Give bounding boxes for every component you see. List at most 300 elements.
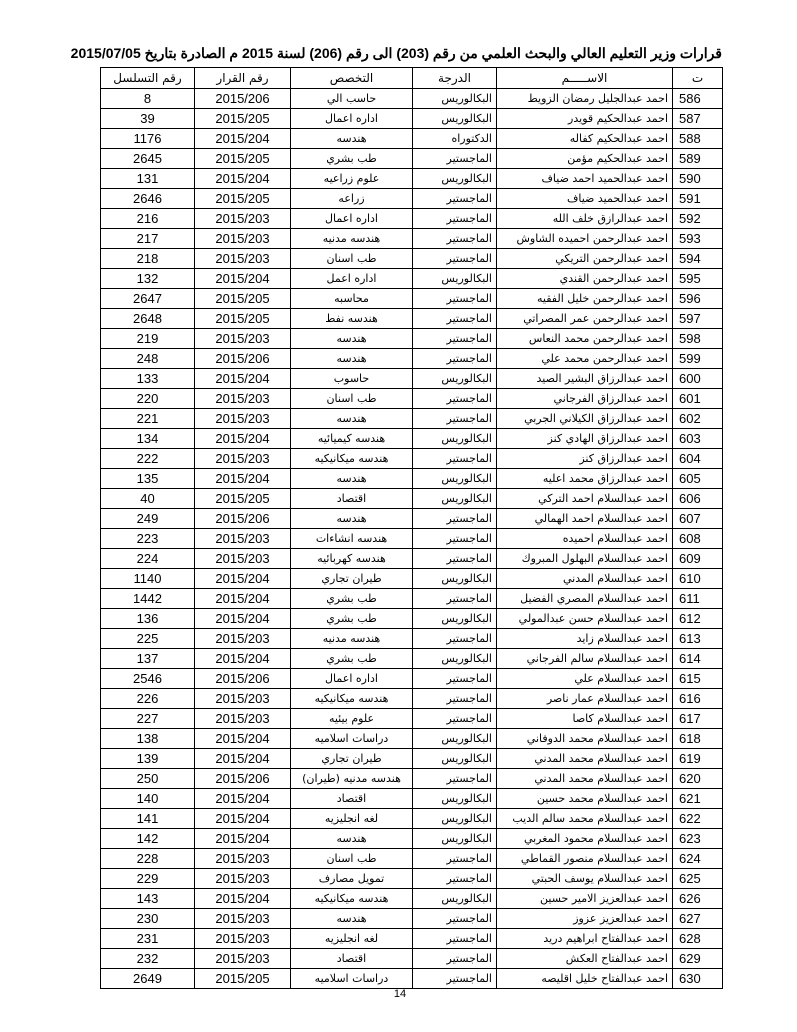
- row-name: احمد عبدالسلام كاصا: [497, 709, 673, 729]
- table-row: [101, 549, 723, 569]
- row-degree: الماجستير: [413, 229, 497, 249]
- row-degree: الماجستير: [413, 969, 497, 989]
- row-name: احمد عبدالعزيز الامير حسين: [497, 889, 673, 909]
- row-degree: الماجستير: [413, 849, 497, 869]
- row-name: احمد عبدالرحمن محمد النعاس: [497, 329, 673, 349]
- row-number: 595: [673, 269, 723, 289]
- row-serial-number: 230: [101, 909, 195, 929]
- row-decision-number: 2015/204: [195, 129, 291, 149]
- table-row: [101, 629, 723, 649]
- row-degree: البكالوريس: [413, 109, 497, 129]
- row-decision-number: 2015/206: [195, 349, 291, 369]
- row-name: احمد عبدالرزاق الكيلاني الجربي: [497, 409, 673, 429]
- table-row: [101, 329, 723, 349]
- row-specialty: حاسب الي: [291, 89, 413, 109]
- row-serial-number: 143: [101, 889, 195, 909]
- table-row: [101, 749, 723, 769]
- row-number: 614: [673, 649, 723, 669]
- row-decision-number: 2015/205: [195, 149, 291, 169]
- row-decision-number: 2015/203: [195, 229, 291, 249]
- row-name: احمد عبدالرحمن احميده الشاوش: [497, 229, 673, 249]
- row-degree: الماجستير: [413, 589, 497, 609]
- row-decision-number: 2015/205: [195, 969, 291, 989]
- row-degree: الماجستير: [413, 509, 497, 529]
- row-specialty: هندسه كهربائيه: [291, 549, 413, 569]
- row-specialty: طب بشري: [291, 589, 413, 609]
- table-row: [101, 269, 723, 289]
- row-number: 616: [673, 689, 723, 709]
- row-specialty: هندسه: [291, 909, 413, 929]
- row-name: احمد عبدالسلام احمد التركي: [497, 489, 673, 509]
- row-number: 610: [673, 569, 723, 589]
- table-row: [101, 869, 723, 889]
- row-serial-number: 227: [101, 709, 195, 729]
- row-specialty: علوم زراعيه: [291, 169, 413, 189]
- row-specialty: اقتصاد: [291, 789, 413, 809]
- table-row: [101, 949, 723, 969]
- row-specialty: هندسه كيميائيه: [291, 429, 413, 449]
- row-name: احمد عبدالرحمن خليل الفقيه: [497, 289, 673, 309]
- row-name: احمد عبدالسلام زايد: [497, 629, 673, 649]
- table-row: [101, 489, 723, 509]
- row-name: احمد عبدالحميد ضياف: [497, 189, 673, 209]
- row-degree: الماجستير: [413, 209, 497, 229]
- row-number: 618: [673, 729, 723, 749]
- row-decision-number: 2015/203: [195, 629, 291, 649]
- table-row: [101, 129, 723, 149]
- row-specialty: طب بشري: [291, 649, 413, 669]
- row-decision-number: 2015/203: [195, 949, 291, 969]
- row-degree: البكالوريس: [413, 889, 497, 909]
- row-serial-number: 223: [101, 529, 195, 549]
- row-number: 588: [673, 129, 723, 149]
- row-name: احمد عبدالعزيز عزوز: [497, 909, 673, 929]
- row-serial-number: 1140: [101, 569, 195, 589]
- row-number: 605: [673, 469, 723, 489]
- row-number: 604: [673, 449, 723, 469]
- row-degree: البكالوريس: [413, 89, 497, 109]
- table-row: [101, 309, 723, 329]
- row-name: احمد عبدالرازق خلف الله: [497, 209, 673, 229]
- row-decision-number: 2015/204: [195, 649, 291, 669]
- row-specialty: هندسه نفط: [291, 309, 413, 329]
- table-row: [101, 109, 723, 129]
- row-decision-number: 2015/204: [195, 469, 291, 489]
- row-degree: الماجستير: [413, 249, 497, 269]
- row-name: احمد عبدالسلام المدني: [497, 569, 673, 589]
- row-specialty: هندسه: [291, 469, 413, 489]
- row-number: 613: [673, 629, 723, 649]
- row-decision-number: 2015/204: [195, 609, 291, 629]
- row-name: احمد عبدالرحمن القندي: [497, 269, 673, 289]
- header-no: ت: [673, 68, 723, 89]
- row-serial-number: 2645: [101, 149, 195, 169]
- row-serial-number: 135: [101, 469, 195, 489]
- table-header-row: [101, 68, 723, 89]
- row-degree: البكالوريس: [413, 169, 497, 189]
- row-decision-number: 2015/203: [195, 529, 291, 549]
- row-degree: البكالوريس: [413, 369, 497, 389]
- row-decision-number: 2015/203: [195, 389, 291, 409]
- table-row: [101, 829, 723, 849]
- row-decision-number: 2015/204: [195, 789, 291, 809]
- row-specialty: اداره اعمال: [291, 669, 413, 689]
- row-decision-number: 2015/204: [195, 269, 291, 289]
- row-degree: البكالوريس: [413, 649, 497, 669]
- row-serial-number: 134: [101, 429, 195, 449]
- row-serial-number: 222: [101, 449, 195, 469]
- table-row: [101, 289, 723, 309]
- row-serial-number: 224: [101, 549, 195, 569]
- row-degree: الماجستير: [413, 389, 497, 409]
- table-row: [101, 209, 723, 229]
- row-specialty: دراسات اسلاميه: [291, 969, 413, 989]
- row-serial-number: 217: [101, 229, 195, 249]
- row-name: احمد عبدالرزاق الهادي كنز: [497, 429, 673, 449]
- row-degree: الماجستير: [413, 349, 497, 369]
- row-number: 606: [673, 489, 723, 509]
- table-row: [101, 229, 723, 249]
- header-serial: رقم التسلسل: [101, 68, 195, 89]
- row-specialty: طيران تجاري: [291, 749, 413, 769]
- row-serial-number: 216: [101, 209, 195, 229]
- row-serial-number: 1442: [101, 589, 195, 609]
- row-degree: الدكتوراه: [413, 129, 497, 149]
- row-name: احمد عبدالسلام علي: [497, 669, 673, 689]
- table-row: [101, 609, 723, 629]
- row-serial-number: 229: [101, 869, 195, 889]
- row-degree: الماجستير: [413, 189, 497, 209]
- row-decision-number: 2015/206: [195, 769, 291, 789]
- row-degree: الماجستير: [413, 929, 497, 949]
- row-specialty: اداره اعمل: [291, 269, 413, 289]
- row-number: 615: [673, 669, 723, 689]
- row-serial-number: 228: [101, 849, 195, 869]
- row-specialty: اقتصاد: [291, 949, 413, 969]
- row-name: احمد عبدالسلام المصري الفضيل: [497, 589, 673, 609]
- row-degree: البكالوريس: [413, 489, 497, 509]
- row-serial-number: 138: [101, 729, 195, 749]
- table-row: [101, 429, 723, 449]
- row-degree: الماجستير: [413, 409, 497, 429]
- row-number: 596: [673, 289, 723, 309]
- row-decision-number: 2015/204: [195, 589, 291, 609]
- row-number: 594: [673, 249, 723, 269]
- row-degree: الماجستير: [413, 529, 497, 549]
- row-degree: الماجستير: [413, 309, 497, 329]
- header-specialty: التخصص: [291, 68, 413, 89]
- row-decision-number: 2015/204: [195, 429, 291, 449]
- table-row: [101, 529, 723, 549]
- row-name: احمد عبدالسلام البهلول المبروك: [497, 549, 673, 569]
- row-number: 599: [673, 349, 723, 369]
- row-serial-number: 219: [101, 329, 195, 349]
- header-name: الاســـــم: [497, 68, 673, 89]
- table-row: [101, 249, 723, 269]
- table-body: [101, 89, 723, 989]
- row-decision-number: 2015/205: [195, 309, 291, 329]
- row-specialty: طب بشري: [291, 149, 413, 169]
- row-decision-number: 2015/204: [195, 169, 291, 189]
- row-name: احمد عبدالسلام محمود المغربي: [497, 829, 673, 849]
- row-number: 612: [673, 609, 723, 629]
- row-serial-number: 141: [101, 809, 195, 829]
- table-row: [101, 89, 723, 109]
- row-degree: البكالوريس: [413, 749, 497, 769]
- row-name: احمد عبدالسلام حسن عبدالمولي: [497, 609, 673, 629]
- row-serial-number: 131: [101, 169, 195, 189]
- row-decision-number: 2015/203: [195, 409, 291, 429]
- row-number: 597: [673, 309, 723, 329]
- table-row: [101, 729, 723, 749]
- row-number: 625: [673, 869, 723, 889]
- table-row: [101, 889, 723, 909]
- row-name: احمد عبدالجليل رمضان الزويط: [497, 89, 673, 109]
- row-number: 611: [673, 589, 723, 609]
- row-degree: البكالوريس: [413, 609, 497, 629]
- table-row: [101, 409, 723, 429]
- row-serial-number: 218: [101, 249, 195, 269]
- table-row: [101, 169, 723, 189]
- row-name: احمد عبدالسلام محمد سالم الديب: [497, 809, 673, 829]
- row-serial-number: 250: [101, 769, 195, 789]
- row-specialty: هندسه: [291, 349, 413, 369]
- row-number: 591: [673, 189, 723, 209]
- row-degree: البكالوريس: [413, 729, 497, 749]
- row-decision-number: 2015/205: [195, 189, 291, 209]
- row-specialty: طب اسنان: [291, 249, 413, 269]
- row-name: احمد عبدالسلام منصور القماطي: [497, 849, 673, 869]
- row-number: 608: [673, 529, 723, 549]
- row-specialty: طيران تجاري: [291, 569, 413, 589]
- row-decision-number: 2015/204: [195, 569, 291, 589]
- row-specialty: طب اسنان: [291, 849, 413, 869]
- row-decision-number: 2015/205: [195, 289, 291, 309]
- row-name: احمد عبدالسلام احمد الهمالي: [497, 509, 673, 529]
- row-serial-number: 40: [101, 489, 195, 509]
- row-name: احمد عبدالرزاق البشير الصيد: [497, 369, 673, 389]
- table-row: [101, 149, 723, 169]
- row-decision-number: 2015/203: [195, 209, 291, 229]
- row-serial-number: 133: [101, 369, 195, 389]
- header-decision: رقم القرار: [195, 68, 291, 89]
- row-specialty: هندسه مدنيه: [291, 229, 413, 249]
- row-degree: الماجستير: [413, 769, 497, 789]
- row-number: 620: [673, 769, 723, 789]
- row-number: 623: [673, 829, 723, 849]
- row-specialty: تمويل مصارف: [291, 869, 413, 889]
- row-degree: الماجستير: [413, 909, 497, 929]
- table-row: [101, 669, 723, 689]
- document-title: قرارات وزير التعليم العالي والبحث العلمي من رقم (203) الى رقم (206) لسنة 2015 م الصادرة بتاريخ 2015/07/05: [70, 45, 722, 61]
- page-number: 14: [393, 988, 407, 1000]
- row-specialty: طب اسنان: [291, 389, 413, 409]
- row-number: 621: [673, 789, 723, 809]
- row-specialty: هندسه: [291, 129, 413, 149]
- table-row: [101, 589, 723, 609]
- row-degree: البكالوريس: [413, 829, 497, 849]
- row-number: 589: [673, 149, 723, 169]
- row-number: 598: [673, 329, 723, 349]
- row-number: 619: [673, 749, 723, 769]
- table-row: [101, 809, 723, 829]
- table-row: [101, 689, 723, 709]
- row-serial-number: 249: [101, 509, 195, 529]
- table-row: [101, 389, 723, 409]
- row-serial-number: 139: [101, 749, 195, 769]
- row-specialty: هندسه مدنيه: [291, 629, 413, 649]
- row-degree: البكالوريس: [413, 809, 497, 829]
- row-specialty: اداره اعمال: [291, 209, 413, 229]
- header-degree: الدرجة: [413, 68, 497, 89]
- row-name: احمد عبدالرزاق محمد اعليه: [497, 469, 673, 489]
- row-number: 622: [673, 809, 723, 829]
- row-serial-number: 220: [101, 389, 195, 409]
- row-name: احمد عبدالسلام سالم الفرجاني: [497, 649, 673, 669]
- row-decision-number: 2015/203: [195, 689, 291, 709]
- decisions-table: [100, 67, 723, 989]
- row-decision-number: 2015/205: [195, 109, 291, 129]
- row-degree: الماجستير: [413, 549, 497, 569]
- row-specialty: علوم بيئيه: [291, 709, 413, 729]
- row-name: احمد عبدالسلام محمد المدني: [497, 769, 673, 789]
- row-name: احمد عبدالحكيم كفاله: [497, 129, 673, 149]
- row-specialty: اقتصاد: [291, 489, 413, 509]
- row-decision-number: 2015/203: [195, 849, 291, 869]
- row-number: 586: [673, 89, 723, 109]
- row-name: احمد عبدالرحمن محمد علي: [497, 349, 673, 369]
- row-decision-number: 2015/203: [195, 329, 291, 349]
- row-decision-number: 2015/203: [195, 929, 291, 949]
- row-name: احمد عبدالرزاق الفرجاني: [497, 389, 673, 409]
- row-serial-number: 136: [101, 609, 195, 629]
- row-degree: الماجستير: [413, 629, 497, 649]
- row-name: احمد عبدالسلام عمار ناصر: [497, 689, 673, 709]
- row-specialty: لغه انجليزيه: [291, 809, 413, 829]
- row-decision-number: 2015/203: [195, 249, 291, 269]
- row-specialty: هندسه ميكانيكيه: [291, 689, 413, 709]
- row-serial-number: 2649: [101, 969, 195, 989]
- row-name: احمد عبدالرحمن عمر المصراتي: [497, 309, 673, 329]
- table-row: [101, 469, 723, 489]
- row-specialty: محاسبه: [291, 289, 413, 309]
- row-serial-number: 231: [101, 929, 195, 949]
- row-decision-number: 2015/206: [195, 669, 291, 689]
- row-number: 624: [673, 849, 723, 869]
- row-name: احمد عبدالسلام احميده: [497, 529, 673, 549]
- table-row: [101, 649, 723, 669]
- row-number: 587: [673, 109, 723, 129]
- row-name: احمد عبدالسلام محمد حسين: [497, 789, 673, 809]
- table-row: [101, 189, 723, 209]
- row-serial-number: 2546: [101, 669, 195, 689]
- row-serial-number: 132: [101, 269, 195, 289]
- row-serial-number: 39: [101, 109, 195, 129]
- row-specialty: طب بشري: [291, 609, 413, 629]
- row-serial-number: 221: [101, 409, 195, 429]
- table-row: [101, 509, 723, 529]
- table-row: [101, 369, 723, 389]
- row-decision-number: 2015/204: [195, 369, 291, 389]
- row-specialty: دراسات اسلاميه: [291, 729, 413, 749]
- row-decision-number: 2015/203: [195, 549, 291, 569]
- table-row: [101, 449, 723, 469]
- row-name: احمد عبدالحكيم قويدر: [497, 109, 673, 129]
- row-degree: البكالوريس: [413, 469, 497, 489]
- row-specialty: هندسه: [291, 829, 413, 849]
- table-row: [101, 789, 723, 809]
- row-degree: الماجستير: [413, 869, 497, 889]
- row-degree: البكالوريس: [413, 429, 497, 449]
- table-row: [101, 569, 723, 589]
- row-serial-number: 137: [101, 649, 195, 669]
- row-serial-number: 2646: [101, 189, 195, 209]
- row-degree: الماجستير: [413, 669, 497, 689]
- row-number: 628: [673, 929, 723, 949]
- row-name: احمد عبدالسلام محمد الدوفاني: [497, 729, 673, 749]
- row-decision-number: 2015/203: [195, 869, 291, 889]
- row-serial-number: 2648: [101, 309, 195, 329]
- row-serial-number: 225: [101, 629, 195, 649]
- row-name: احمد عبدالحكيم مؤمن: [497, 149, 673, 169]
- row-decision-number: 2015/203: [195, 709, 291, 729]
- row-specialty: هندسه: [291, 329, 413, 349]
- row-number: 603: [673, 429, 723, 449]
- row-degree: الماجستير: [413, 689, 497, 709]
- row-serial-number: 2647: [101, 289, 195, 309]
- row-number: 600: [673, 369, 723, 389]
- row-specialty: هندسه: [291, 409, 413, 429]
- row-number: 630: [673, 969, 723, 989]
- row-degree: الماجستير: [413, 329, 497, 349]
- table-row: [101, 849, 723, 869]
- row-degree: البكالوريس: [413, 789, 497, 809]
- row-specialty: اداره اعمال: [291, 109, 413, 129]
- row-number: 607: [673, 509, 723, 529]
- row-serial-number: 142: [101, 829, 195, 849]
- row-number: 626: [673, 889, 723, 909]
- row-decision-number: 2015/206: [195, 89, 291, 109]
- row-serial-number: 232: [101, 949, 195, 969]
- row-decision-number: 2015/203: [195, 909, 291, 929]
- row-specialty: هندسه ميكانيكيه: [291, 889, 413, 909]
- row-name: احمد عبدالسلام يوسف الحبتي: [497, 869, 673, 889]
- row-name: احمد عبدالرزاق كنز: [497, 449, 673, 469]
- row-name: احمد عبدالفتاح العكش: [497, 949, 673, 969]
- row-specialty: زراعه: [291, 189, 413, 209]
- row-name: احمد عبدالفتاح خليل اقليصه: [497, 969, 673, 989]
- row-number: 617: [673, 709, 723, 729]
- row-decision-number: 2015/204: [195, 889, 291, 909]
- row-specialty: حاسوب: [291, 369, 413, 389]
- table-row: [101, 769, 723, 789]
- row-name: احمد عبدالسلام محمد المدني: [497, 749, 673, 769]
- row-decision-number: 2015/205: [195, 489, 291, 509]
- row-specialty: هندسه: [291, 509, 413, 529]
- table-row: [101, 349, 723, 369]
- row-name: احمد عبدالفتاح ابراهيم دريد: [497, 929, 673, 949]
- table-row: [101, 969, 723, 989]
- row-decision-number: 2015/204: [195, 829, 291, 849]
- row-number: 592: [673, 209, 723, 229]
- row-degree: البكالوريس: [413, 569, 497, 589]
- row-number: 627: [673, 909, 723, 929]
- table-row: [101, 709, 723, 729]
- table-row: [101, 929, 723, 949]
- row-number: 601: [673, 389, 723, 409]
- row-decision-number: 2015/204: [195, 809, 291, 829]
- row-decision-number: 2015/204: [195, 749, 291, 769]
